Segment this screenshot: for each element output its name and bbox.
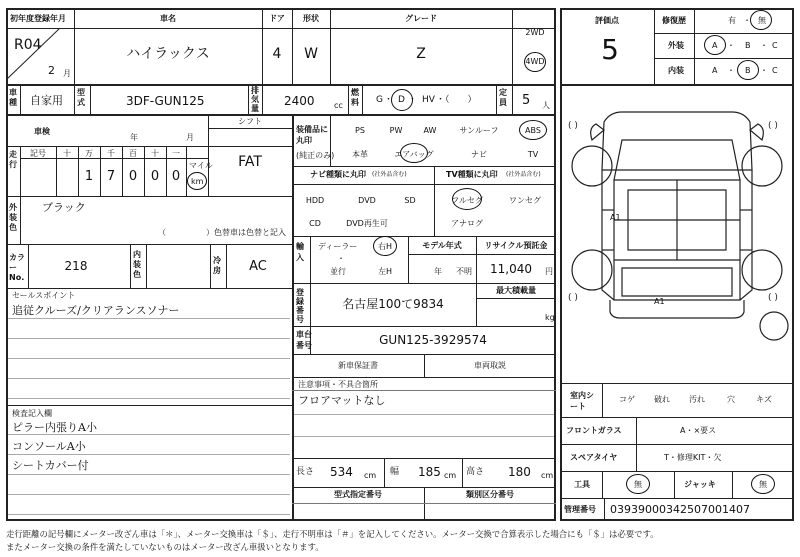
height-value: 180: [508, 465, 531, 479]
shape-value: W: [304, 46, 318, 62]
import-parallel: 並行: [330, 267, 346, 276]
nav-label: ナビ種類に丸印: [310, 170, 366, 179]
exterior-color-note: （ ）色替車は色替と記入: [158, 228, 286, 237]
import-right: 右H: [378, 242, 393, 251]
exterior-opt-b: B: [745, 41, 751, 50]
interior-opt-dot2: ・: [760, 66, 768, 75]
nav-dvd-play: DVD再生可: [346, 219, 388, 228]
mileage-digit-2: 7: [106, 169, 116, 184]
capacity-value: 5: [522, 93, 531, 108]
model-year-unknown: 不明: [456, 267, 472, 276]
max-load-unit: kg: [545, 313, 555, 322]
height-label: 高さ: [466, 467, 485, 477]
inspector-line-1: ピラー内張りA小: [12, 421, 97, 434]
import-left: 左H: [378, 267, 393, 276]
inspection-year-unit: 年: [130, 133, 138, 142]
registration-value: 名古屋100て9834: [342, 297, 444, 311]
drive-2wd: 2WD: [525, 28, 545, 37]
vehicle-name: ハイラックス: [126, 46, 210, 62]
mileage-unit: km: [191, 177, 204, 186]
abs-circle: [519, 120, 547, 140]
exterior-opt-dot2: ・: [760, 41, 768, 50]
width-unit: cm: [444, 471, 457, 480]
mileage-digit-1: 1: [84, 169, 94, 184]
displacement-label: 排気量: [251, 86, 259, 113]
chassis-value: GUN125-3929574: [379, 333, 487, 347]
ac-label: 冷房: [213, 256, 221, 275]
notes-text: フロアマットなし: [298, 394, 386, 407]
svg-text:( ): ( ): [768, 293, 778, 303]
seat-item-1: コゲ: [619, 395, 635, 404]
type-designation-label: 型式指定番号: [334, 490, 382, 499]
right-h-circle: [373, 236, 397, 256]
footer-line-1: 走行距離の記号欄にメーター改ざん車は「＊」、メーター交換車は「＄」、走行不明車は「＃」を記入してください。メーター交換で合算表示した場合にも「＄」は必要です。: [6, 529, 659, 539]
sales-point-text: 追従クルーズ/クリアランスソナー: [12, 304, 180, 317]
tools-no-circle: [626, 474, 650, 494]
mgmt-value: 0393900034250700140​7: [610, 503, 750, 516]
chassis-label: 車台番号: [296, 330, 312, 350]
interior-opt-a: A: [712, 66, 718, 75]
shape-label: 形状: [303, 14, 319, 23]
exterior-label: 外装: [668, 41, 684, 50]
tv-analog: アナログ: [451, 219, 483, 228]
import-label: 輸入: [296, 242, 304, 262]
drive-4wd-circle: [524, 52, 546, 72]
drive-4wd: 4WD: [525, 57, 545, 66]
interior-opt-c: C: [772, 66, 778, 75]
exterior-color-value: ブラック: [42, 201, 86, 214]
fuel-hv: HV: [422, 95, 435, 105]
color-no-value: 218: [64, 259, 88, 273]
interior-b-circle: [737, 60, 759, 80]
repair-opt-no: 無: [758, 16, 766, 25]
mileage-header-5: 十: [151, 149, 159, 158]
length-unit: cm: [364, 471, 377, 480]
evaluation-label: 評価点: [595, 16, 619, 25]
mileage-header-0: 記号: [30, 149, 46, 158]
warranty-manual: 車両取説: [474, 361, 506, 370]
equip-sunroof: サンルーフ: [459, 126, 499, 135]
model-value: 3DF-GUN125: [126, 94, 205, 108]
inspector-label: 検査記入欄: [12, 409, 52, 418]
windshield-label: フロントガラス: [566, 426, 622, 435]
seat-item-3: 汚れ: [689, 395, 705, 404]
seat-item-5: キズ: [756, 395, 772, 404]
mgmt-label: 管理番号: [564, 505, 596, 514]
max-load-label: 最大積載量: [496, 286, 536, 295]
capacity-label: 定員: [499, 88, 507, 107]
mileage-digit-4: 0: [150, 169, 160, 184]
spare-label: スペアタイヤ: [570, 453, 618, 462]
capacity-unit: 人: [542, 101, 550, 110]
nav-cd: CD: [309, 219, 321, 228]
ac-value: AC: [249, 259, 267, 274]
svg-text:( ): ( ): [768, 121, 778, 131]
model-label: 型式: [77, 88, 85, 107]
exterior-opt-a: A: [712, 41, 718, 50]
shift-value: FAT: [238, 154, 262, 170]
mileage-header-1: 十: [63, 149, 71, 158]
width-label: 幅: [390, 467, 400, 477]
recycle-label: リサイクル預託金: [484, 241, 548, 250]
doors-value: 4: [272, 46, 282, 62]
nav-sd: SD: [404, 196, 416, 205]
mileage-header-6: 一: [172, 149, 180, 158]
airbag-circle: [400, 143, 428, 163]
tools-value: 無: [634, 480, 642, 489]
displacement-unit: cc: [334, 101, 343, 110]
mileage-label: 走行: [9, 150, 17, 169]
km-circle: [187, 172, 207, 190]
tools-label: 工具: [574, 480, 590, 489]
repair-opt-yes: 有: [728, 16, 736, 25]
year-label: 初年度登録年月: [10, 14, 66, 23]
jack-no-circle: [751, 474, 775, 494]
mileage-digit-5: 0: [171, 169, 181, 184]
mileage-header-4: 百: [129, 149, 137, 158]
tv-note: (社外品含む): [506, 171, 541, 178]
shift-label: シフト: [238, 117, 262, 126]
seat-item-2: 破れ: [654, 395, 670, 404]
name-label: 車名: [160, 14, 176, 23]
equip-leather: 本革: [352, 150, 368, 159]
inspection-label: 車検: [34, 127, 50, 136]
doors-label: ドア: [269, 14, 285, 23]
import-dealer: ディーラー: [318, 242, 358, 251]
footer-line-2: またメーター交換の条件を満たしていないものはメーター改ざん車扱いとなります。: [6, 542, 324, 552]
fullseg-circle: [452, 188, 482, 210]
equip-pw: PW: [389, 126, 403, 135]
damage-mark-1: A1: [610, 213, 621, 222]
spare-value: T・修理KIT・欠: [664, 453, 722, 462]
car-damage-diagram: [562, 100, 792, 370]
reg-month: 2: [48, 64, 55, 77]
recycle-unit: 円: [545, 267, 553, 276]
exterior-a-circle: [704, 35, 726, 55]
repair-no-circle: [750, 10, 772, 30]
fuel-g: G: [376, 95, 383, 105]
color-no-label: カラーNo.: [9, 253, 25, 282]
inspection-month-unit: 月: [186, 133, 194, 142]
model-year-label: モデル年式: [422, 241, 462, 250]
nav-note: (社外品含む): [372, 171, 407, 178]
equip-airbag: エアバッグ: [394, 150, 434, 159]
width-value: 185: [418, 465, 441, 479]
exterior-color-label: 外装色: [9, 203, 17, 232]
import-dot: ・: [337, 254, 345, 263]
sales-point-label: セールスポイント: [12, 291, 76, 300]
equip-abs: ABS: [525, 126, 541, 135]
category-number-label: 類別区分番号: [466, 490, 514, 499]
mileage-header-2: 万: [85, 149, 93, 158]
registration-label: 登録番号: [296, 288, 304, 324]
month-unit: 月: [63, 69, 71, 78]
notes-label: 注意事項・不具合箇所: [298, 380, 378, 389]
era-year: R04: [14, 37, 42, 53]
evaluation-score: 5: [601, 33, 619, 66]
tv-oneseg: ワンセグ: [509, 196, 541, 205]
equip-navi: ナビ: [471, 150, 487, 159]
interior-label: 内装: [668, 66, 684, 75]
mileage-header-3: 千: [107, 149, 115, 158]
repair-opt-dot: ・: [743, 16, 751, 25]
category-label: 車種: [9, 88, 17, 107]
fuel-label: 燃料: [351, 88, 359, 107]
windshield-value: A・×要ス: [680, 426, 717, 435]
damage-mark-2: A1: [654, 297, 665, 306]
tv-label: TV種類に丸印: [446, 170, 498, 179]
fuel-d: D: [398, 95, 405, 105]
grade-value: Z: [416, 46, 426, 62]
fuel-d-circle: [391, 89, 413, 111]
interior-opt-b: B: [745, 66, 751, 75]
length-value: 534: [330, 465, 353, 479]
length-label: 長さ: [296, 467, 315, 477]
displacement-value: 2400: [284, 94, 315, 108]
mileage-mile-label: マイル: [189, 161, 213, 170]
seat-item-4: 穴: [727, 395, 735, 404]
recycle-value: 11,040: [490, 262, 532, 276]
model-year-unit: 年: [434, 267, 442, 276]
grade-label: グレード: [405, 14, 437, 23]
equipment-label: 装備品に丸印: [296, 125, 328, 145]
mileage-digit-3: 0: [128, 169, 138, 184]
equipment-note: (純正のみ): [296, 151, 335, 160]
nav-dvd: DVD: [358, 196, 376, 205]
interior-opt-dot1: ・: [727, 66, 735, 75]
interior-color-label: 内装色: [133, 250, 141, 279]
exterior-opt-dot1: ・: [727, 41, 735, 50]
svg-text:( ): ( ): [568, 293, 578, 303]
interior-seat-label: 室内シート: [570, 391, 594, 411]
inspector-line-3: シートカバー付: [12, 459, 89, 472]
fuel-other: ・（ ）: [436, 95, 477, 105]
svg-text:( ): ( ): [568, 121, 578, 131]
height-unit: cm: [541, 471, 554, 480]
jack-label: ジャッキ: [684, 480, 716, 489]
equip-ps: PS: [355, 126, 365, 135]
equip-aw: AW: [423, 126, 437, 135]
tv-fullseg: フルセグ: [451, 196, 483, 205]
inspector-line-2: コンソールA小: [12, 440, 86, 453]
category-value: 自家用: [30, 94, 63, 107]
equip-tv: TV: [527, 150, 539, 159]
nav-hdd: HDD: [305, 196, 325, 205]
repair-label: 修復歴: [662, 16, 686, 25]
warranty-new-car: 新車保証書: [338, 361, 378, 370]
exterior-opt-c: C: [772, 41, 778, 50]
jack-value: 無: [759, 480, 767, 489]
